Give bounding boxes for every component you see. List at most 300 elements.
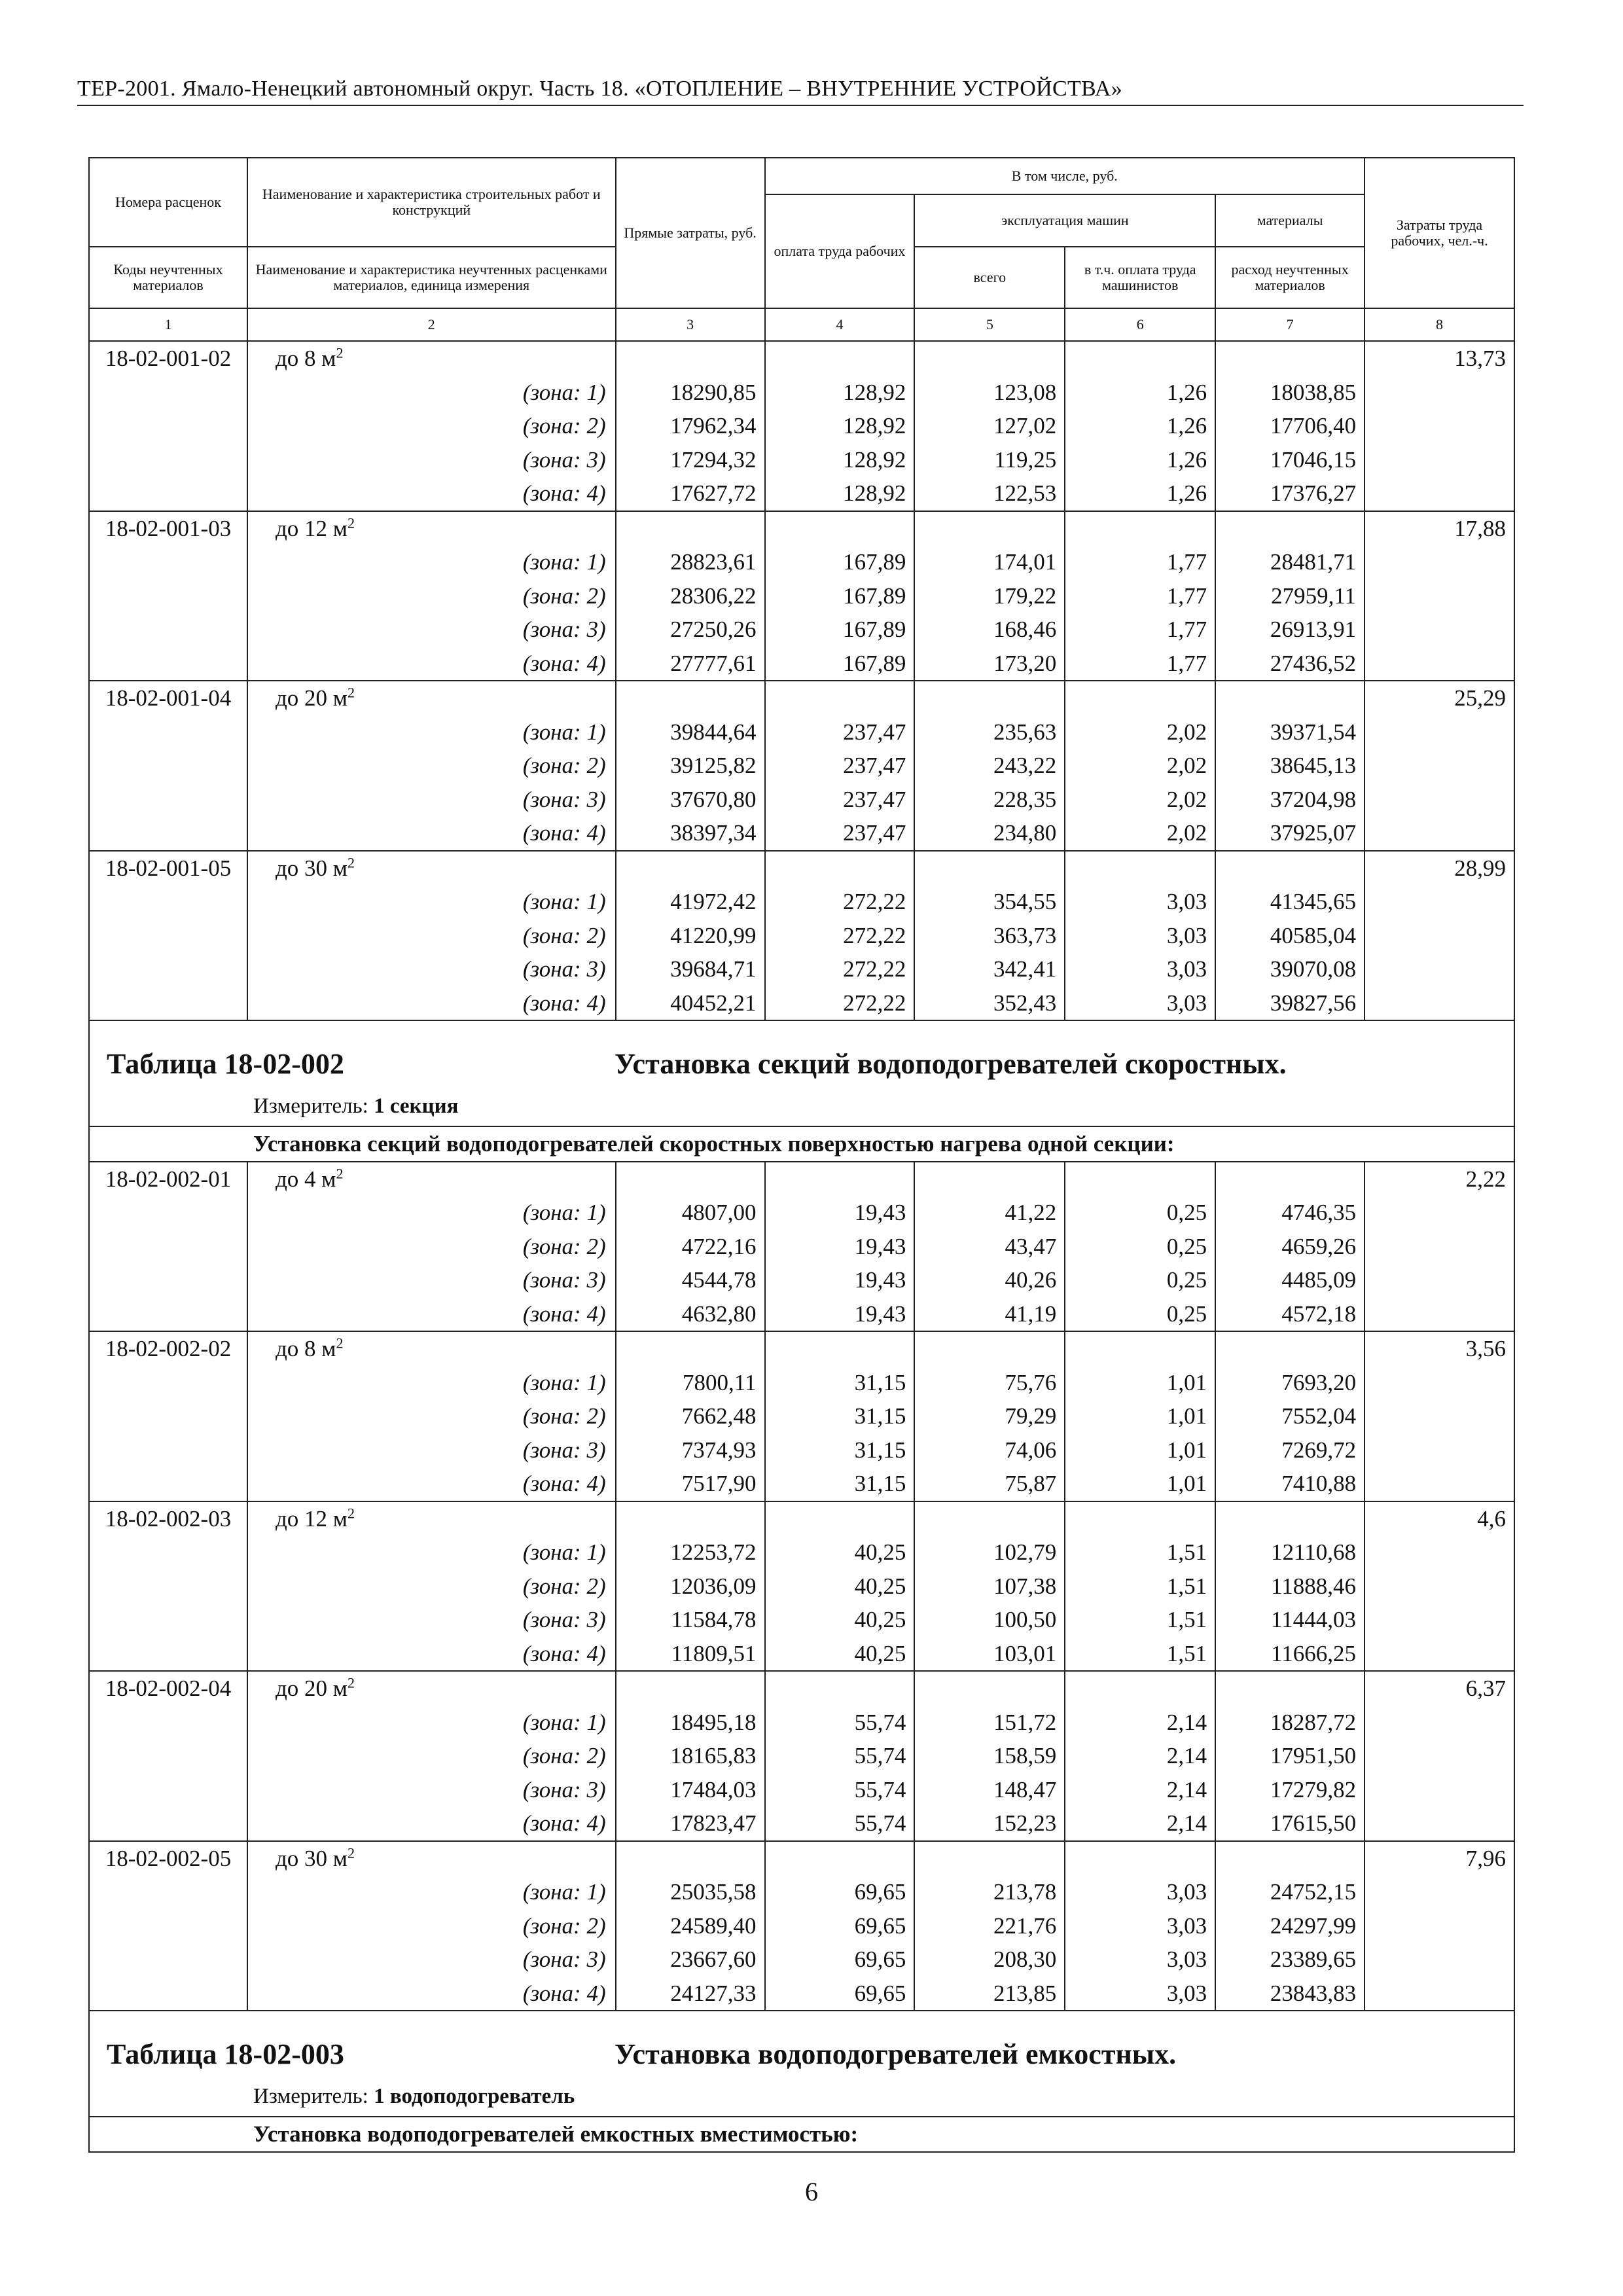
materials-cost: 11888,46 [1215,1570,1364,1604]
machines-total: 152,23 [914,1806,1065,1841]
direct-costs: 11809,51 [616,1637,765,1672]
zone-label: (зона: 1) [247,545,616,579]
materials-cost: 18287,72 [1215,1706,1364,1740]
machinist-pay: 3,03 [1065,1909,1215,1943]
worker-pay: 31,15 [765,1467,915,1501]
zone-label: (зона: 4) [247,1977,616,2011]
materials-cost: 39371,54 [1215,715,1364,749]
machinist-pay: 3,03 [1065,919,1215,953]
zone-label: (зона: 1) [247,1875,616,1909]
labor-costs: 17,88 [1364,511,1514,546]
zone-label: (зона: 2) [247,1230,616,1264]
table-title: Установка водоподогревателей емкостных. [615,2038,1177,2070]
direct-costs: 27777,61 [616,647,765,681]
worker-pay: 55,74 [765,1773,915,1807]
zone-label: (зона: 4) [247,1806,616,1841]
machines-total: 127,02 [914,409,1065,443]
machines-total: 235,63 [914,715,1065,749]
materials-cost: 4746,35 [1215,1196,1364,1230]
rate-name: до 4 $м^2$ [247,1162,616,1196]
materials-cost: 27436,52 [1215,647,1364,681]
zone-row [89,1806,1514,1841]
worker-pay: 55,74 [765,1706,915,1740]
machines-total: 213,85 [914,1977,1065,2011]
measurer [253,2080,575,2114]
machinist-pay: 1,01 [1065,1366,1215,1400]
zone-row [89,1366,1514,1400]
header-labor-costs: Затраты труда рабочих, чел.-ч. [1364,158,1514,308]
column-number: 3 [616,308,765,341]
direct-costs: 28823,61 [616,545,765,579]
machines-total: 123,08 [914,376,1065,410]
rate-name: до 12 $м^2$ [247,1501,616,1536]
machinist-pay: 1,26 [1065,443,1215,477]
worker-pay: 167,89 [765,647,915,681]
worker-pay: 237,47 [765,783,915,817]
zone-label: (зона: 3) [247,613,616,647]
rate-name: до 20 $м^2$ [247,681,616,715]
worker-pay: 128,92 [765,376,915,410]
zone-row [89,885,1514,919]
direct-costs: 17294,32 [616,443,765,477]
direct-costs: 17484,03 [616,1773,765,1807]
materials-cost: 18038,85 [1215,376,1364,410]
machines-total: 100,50 [914,1603,1065,1637]
zone-row [89,1433,1514,1467]
machines-total: 75,76 [914,1366,1065,1400]
machines-total: 173,20 [914,647,1065,681]
table-title: Установка секций водоподогревателей скоростных. [615,1048,1287,1080]
machines-total: 174,01 [914,545,1065,579]
column-number: 4 [765,308,915,341]
machinist-pay: 1,26 [1065,409,1215,443]
machines-total: 79,29 [914,1399,1065,1433]
materials-cost: 38645,13 [1215,749,1364,783]
zone-row [89,1739,1514,1773]
zone-label: (зона: 2) [247,1570,616,1604]
direct-costs: 27250,26 [616,613,765,647]
labor-costs: 25,29 [1364,681,1514,715]
machines-total: 179,22 [914,579,1065,613]
machines-total: 102,79 [914,1535,1065,1570]
machinist-pay: 0,25 [1065,1230,1215,1264]
rate-row [89,851,1514,886]
measurer-label: Измеритель: [253,1094,368,1118]
machinist-pay: 1,77 [1065,647,1215,681]
zone-label: (зона: 2) [247,1909,616,1943]
materials-cost: 7269,72 [1215,1433,1364,1467]
direct-costs: 18290,85 [616,376,765,410]
machinist-pay: 1,51 [1065,1535,1215,1570]
machinist-pay: 1,51 [1065,1637,1215,1672]
worker-pay: 19,43 [765,1196,915,1230]
worker-pay: 237,47 [765,749,915,783]
worker-pay: 237,47 [765,715,915,749]
zone-row [89,1943,1514,1977]
header-including: В том числе, руб. [765,158,1365,194]
rate-name: до 20 $м^2$ [247,1671,616,1706]
machinist-pay: 1,77 [1065,545,1215,579]
materials-cost: 37925,07 [1215,816,1364,851]
machinist-pay: 0,25 [1065,1263,1215,1297]
machinist-pay: 2,14 [1065,1806,1215,1841]
rate-row [89,341,1514,376]
labor-costs: 3,56 [1364,1331,1514,1366]
zone-label: (зона: 2) [247,409,616,443]
direct-costs: 7374,93 [616,1433,765,1467]
labor-costs: 6,37 [1364,1671,1514,1706]
table-number: Таблица 18-02-002 [107,1048,344,1080]
zone-row [89,1399,1514,1433]
materials-cost: 37204,98 [1215,783,1364,817]
machines-total: 151,72 [914,1706,1065,1740]
machines-total: 342,41 [914,952,1065,986]
machinist-pay: 2,02 [1065,783,1215,817]
zone-row [89,1637,1514,1672]
column-number: 1 [89,308,247,341]
machines-total: 243,22 [914,749,1065,783]
labor-costs: 7,96 [1364,1841,1514,1876]
materials-cost: 24752,15 [1215,1875,1364,1909]
rate-row [89,1501,1514,1536]
materials-cost: 12110,68 [1215,1535,1364,1570]
materials-cost: 4659,26 [1215,1230,1364,1264]
rate-name: до 30 $м^2$ [247,1841,616,1876]
worker-pay: 31,15 [765,1399,915,1433]
materials-cost: 41345,65 [1215,885,1364,919]
machinist-pay: 1,01 [1065,1467,1215,1501]
direct-costs: 4632,80 [616,1297,765,1332]
machines-total: 41,22 [914,1196,1065,1230]
machinist-pay: 3,03 [1065,986,1215,1021]
direct-costs: 11584,78 [616,1603,765,1637]
table-number: Таблица 18-02-003 [107,2038,344,2070]
worker-pay: 55,74 [765,1739,915,1773]
materials-cost: 17615,50 [1215,1806,1364,1841]
materials-cost: 23389,65 [1215,1943,1364,1977]
machinist-pay: 1,26 [1065,476,1215,511]
machines-total: 213,78 [914,1875,1065,1909]
direct-costs: 7517,90 [616,1467,765,1501]
machines-total: 354,55 [914,885,1065,919]
zone-row [89,613,1514,647]
zone-row [89,376,1514,410]
rate-row [89,511,1514,546]
machines-total: 148,47 [914,1773,1065,1807]
machinist-pay: 3,03 [1065,885,1215,919]
column-numbers-row [89,308,1514,341]
rates-table [88,157,1515,2153]
zone-row [89,1603,1514,1637]
materials-cost: 11666,25 [1215,1637,1364,1672]
direct-costs: 4544,78 [616,1263,765,1297]
machines-total: 363,73 [914,919,1065,953]
zone-row [89,816,1514,851]
column-number: 7 [1215,308,1364,341]
rate-name: до 8 $м^2$ [247,341,616,376]
direct-costs: 41220,99 [616,919,765,953]
direct-costs: 17823,47 [616,1806,765,1841]
table-18-02-003-heading [89,2011,1514,2152]
rate-code: 18-02-002-01 [89,1162,247,1196]
zone-label: (зона: 2) [247,919,616,953]
header-materials: материалы [1215,194,1364,247]
zone-row [89,647,1514,681]
measurer-value: 1 водоподогреватель [374,2085,575,2108]
materials-cost: 26913,91 [1215,613,1364,647]
worker-pay: 19,43 [765,1230,915,1264]
zone-row [89,715,1514,749]
zone-label: (зона: 3) [247,783,616,817]
machines-total: 119,25 [914,443,1065,477]
machines-total: 221,76 [914,1909,1065,1943]
materials-cost: 17279,82 [1215,1773,1364,1807]
worker-pay: 272,22 [765,885,915,919]
direct-costs: 7662,48 [616,1399,765,1433]
zone-row [89,1230,1514,1264]
materials-cost: 7552,04 [1215,1399,1364,1433]
direct-costs: 18165,83 [616,1739,765,1773]
materials-cost: 4485,09 [1215,1263,1364,1297]
rate-code: 18-02-002-05 [89,1841,247,1876]
worker-pay: 167,89 [765,545,915,579]
direct-costs: 18495,18 [616,1706,765,1740]
machinist-pay: 2,14 [1065,1706,1215,1740]
materials-cost: 27959,11 [1215,579,1364,613]
header-material-codes: Коды неучтенных материалов [89,247,247,308]
zone-label: (зона: 2) [247,1399,616,1433]
worker-pay: 128,92 [765,443,915,477]
column-number: 5 [914,308,1065,341]
materials-cost: 7693,20 [1215,1366,1364,1400]
machines-total: 40,26 [914,1263,1065,1297]
header-machine-operation: эксплуатация машин [914,194,1215,247]
column-number: 8 [1364,308,1514,341]
zone-row [89,545,1514,579]
machinist-pay: 2,02 [1065,749,1215,783]
zone-label: (зона: 4) [247,1637,616,1672]
labor-costs: 13,73 [1364,341,1514,376]
zone-row [89,1263,1514,1297]
machines-total: 352,43 [914,986,1065,1021]
rate-code: 18-02-001-02 [89,341,247,376]
rate-row [89,1671,1514,1706]
labor-costs: 28,99 [1364,851,1514,886]
zone-row [89,1570,1514,1604]
direct-costs: 39125,82 [616,749,765,783]
worker-pay: 19,43 [765,1297,915,1332]
machines-total: 168,46 [914,613,1065,647]
direct-costs: 17962,34 [616,409,765,443]
worker-pay: 167,89 [765,579,915,613]
zone-row [89,749,1514,783]
worker-pay: 128,92 [765,409,915,443]
materials-cost: 23843,83 [1215,1977,1364,2011]
header-material-consumption: расход неучтенных материалов [1215,247,1364,308]
materials-cost: 7410,88 [1215,1467,1364,1501]
direct-costs: 23667,60 [616,1943,765,1977]
zone-row [89,409,1514,443]
materials-cost: 11444,03 [1215,1603,1364,1637]
direct-costs: 40452,21 [616,986,765,1021]
rate-row [89,1331,1514,1366]
header-rate-numbers: Номера расценок [89,158,247,247]
table-subheading: Установка водоподогревателей емкостных вместимостью: [89,2117,1514,2152]
zone-row [89,476,1514,511]
direct-costs: 4722,16 [616,1230,765,1264]
worker-pay: 69,65 [765,1875,915,1909]
zone-label: (зона: 3) [247,1943,616,1977]
column-number: 6 [1065,308,1215,341]
direct-costs: 12036,09 [616,1570,765,1604]
header-material-names: Наименование и характеристика неучтенных расценками материалов, единица измерения [247,247,616,308]
zone-row [89,1467,1514,1501]
worker-pay: 55,74 [765,1806,915,1841]
header-machinist-pay: в т.ч. оплата труда машинистов [1065,247,1215,308]
zone-row [89,1535,1514,1570]
zone-label: (зона: 2) [247,749,616,783]
rate-row [89,681,1514,715]
zone-row [89,1977,1514,2011]
direct-costs: 17627,72 [616,476,765,511]
zone-label: (зона: 1) [247,1706,616,1740]
machines-total: 158,59 [914,1739,1065,1773]
machines-total: 74,06 [914,1433,1065,1467]
machinist-pay: 3,03 [1065,1943,1215,1977]
machinist-pay: 2,02 [1065,816,1215,851]
zone-label: (зона: 3) [247,443,616,477]
header-direct-costs: Прямые затраты, руб. [616,158,765,308]
header-machines-total: всего [914,247,1065,308]
materials-cost: 40585,04 [1215,919,1364,953]
zone-label: (зона: 1) [247,1366,616,1400]
zone-label: (зона: 4) [247,1467,616,1501]
worker-pay: 272,22 [765,986,915,1021]
page-number: 6 [805,2177,818,2206]
machinist-pay: 1,01 [1065,1399,1215,1433]
machinist-pay: 1,51 [1065,1570,1215,1604]
rate-row [89,1841,1514,1876]
machines-total: 122,53 [914,476,1065,511]
measurer [253,1090,458,1124]
rate-code: 18-02-001-05 [89,851,247,886]
zone-row [89,1875,1514,1909]
direct-costs: 7800,11 [616,1366,765,1400]
zone-row [89,1706,1514,1740]
machinist-pay: 0,25 [1065,1297,1215,1332]
machinist-pay: 1,77 [1065,579,1215,613]
zone-label: (зона: 1) [247,376,616,410]
machinist-pay: 1,51 [1065,1603,1215,1637]
zone-label: (зона: 4) [247,816,616,851]
table-18-02-001-rows [89,341,1514,1020]
table-header [89,158,1514,341]
table-subheading: Установка секций водоподогревателей скоростных поверхностью нагрева одной секции: [89,1126,1514,1162]
materials-cost: 17951,50 [1215,1739,1364,1773]
worker-pay: 128,92 [765,476,915,511]
zone-label: (зона: 2) [247,1739,616,1773]
zone-row [89,952,1514,986]
machinist-pay: 3,03 [1065,952,1215,986]
rate-name: до 30 $м^2$ [247,851,616,886]
zone-label: (зона: 3) [247,1263,616,1297]
zone-row [89,986,1514,1021]
rate-code: 18-02-002-03 [89,1501,247,1536]
machines-total: 107,38 [914,1570,1065,1604]
materials-cost: 39827,56 [1215,986,1364,1021]
worker-pay: 272,22 [765,919,915,953]
direct-costs: 28306,22 [616,579,765,613]
machinist-pay: 0,25 [1065,1196,1215,1230]
zone-label: (зона: 1) [247,885,616,919]
materials-cost: 28481,71 [1215,545,1364,579]
zone-label: (зона: 4) [247,647,616,681]
zone-row [89,443,1514,477]
zone-row [89,1297,1514,1332]
worker-pay: 69,65 [765,1943,915,1977]
zone-label: (зона: 4) [247,1297,616,1332]
worker-pay: 19,43 [765,1263,915,1297]
worker-pay: 237,47 [765,816,915,851]
zone-label: (зона: 3) [247,1603,616,1637]
worker-pay: 69,65 [765,1909,915,1943]
machinist-pay: 3,03 [1065,1977,1215,2011]
machinist-pay: 2,14 [1065,1739,1215,1773]
rate-code: 18-02-001-04 [89,681,247,715]
machines-total: 41,19 [914,1297,1065,1332]
header-work-name: Наименование и характеристика строительных работ и конструкций [247,158,616,247]
zone-row [89,1196,1514,1230]
machines-total: 103,01 [914,1637,1065,1672]
materials-cost: 4572,18 [1215,1297,1364,1332]
machinist-pay: 1,01 [1065,1433,1215,1467]
zone-label: (зона: 4) [247,986,616,1021]
direct-costs: 38397,34 [616,816,765,851]
zone-label: (зона: 3) [247,1433,616,1467]
materials-cost: 17706,40 [1215,409,1364,443]
rate-code: 18-02-002-02 [89,1331,247,1366]
zone-row [89,1909,1514,1943]
materials-cost: 17376,27 [1215,476,1364,511]
machines-total: 234,80 [914,816,1065,851]
direct-costs: 37670,80 [616,783,765,817]
machinist-pay: 1,77 [1065,613,1215,647]
machines-total: 75,87 [914,1467,1065,1501]
machines-total: 208,30 [914,1943,1065,1977]
column-number: 2 [247,308,616,341]
direct-costs: 24127,33 [616,1977,765,2011]
zone-label: (зона: 3) [247,952,616,986]
zone-row [89,783,1514,817]
direct-costs: 12253,72 [616,1535,765,1570]
worker-pay: 31,15 [765,1366,915,1400]
rate-code: 18-02-002-04 [89,1671,247,1706]
worker-pay: 272,22 [765,952,915,986]
machines-total: 43,47 [914,1230,1065,1264]
zone-label: (зона: 1) [247,1535,616,1570]
page-header: ТЕР-2001. Ямало-Ненецкий автономный округ. Часть 18. «ОТОПЛЕНИЕ – ВНУТРЕННИЕ УСТРОЙСТВА» [77,76,1524,106]
rate-code: 18-02-001-03 [89,511,247,546]
worker-pay: 40,25 [765,1570,915,1604]
machinist-pay: 2,14 [1065,1773,1215,1807]
measurer-label: Измеритель: [253,2085,368,2108]
materials-cost: 24297,99 [1215,1909,1364,1943]
table-18-02-002-rows [89,1162,1514,2011]
machines-total: 228,35 [914,783,1065,817]
zone-label: (зона: 3) [247,1773,616,1807]
header-worker-pay: оплата труда рабочих [765,194,915,308]
worker-pay: 40,25 [765,1603,915,1637]
